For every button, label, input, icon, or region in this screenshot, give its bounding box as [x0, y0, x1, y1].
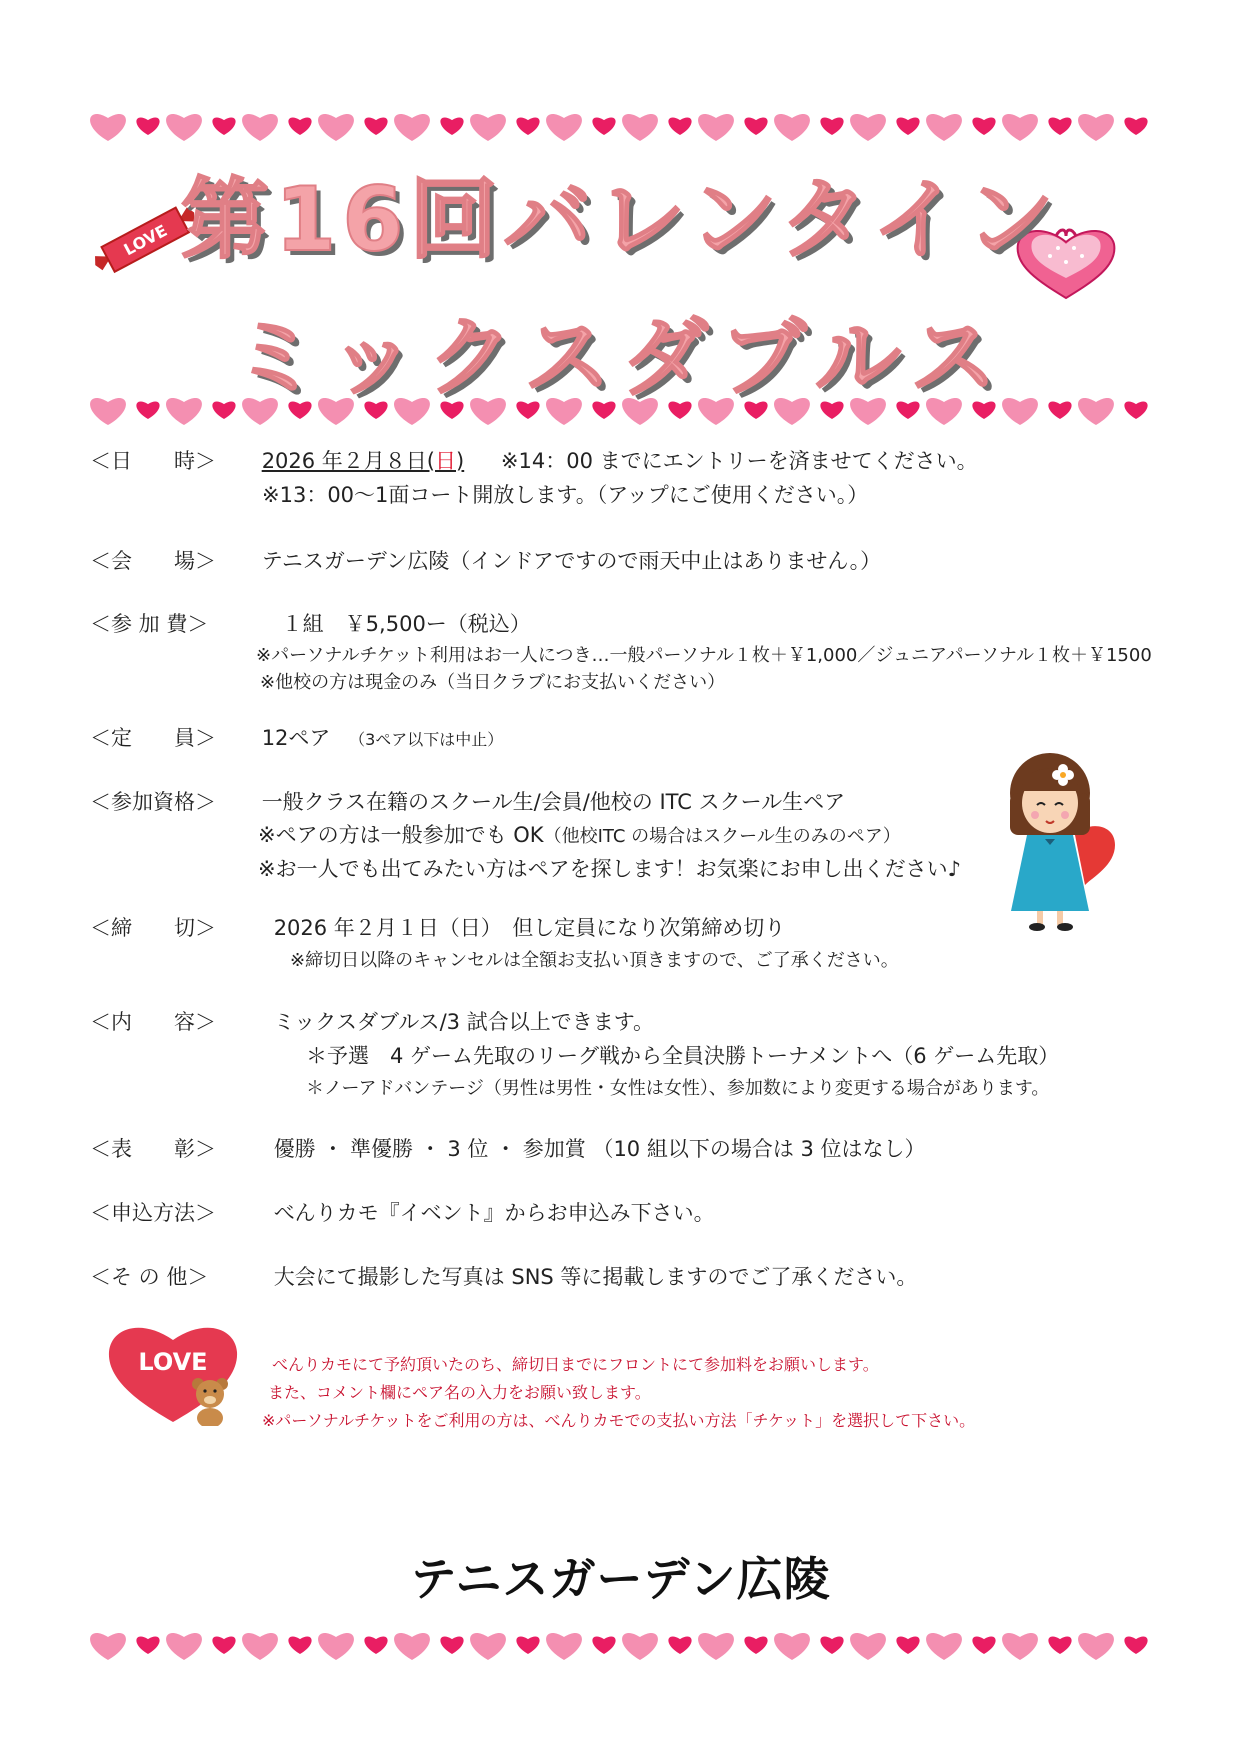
capacity-text: 12ペア: [261, 726, 331, 750]
heart-icon: [774, 1633, 810, 1660]
heart-icon: [1002, 114, 1038, 141]
content-format-note: ＊予選 4 ゲーム先取のリーグ戦から全員決勝トーナメントへ（6 ゲーム先取）: [306, 1044, 1060, 1068]
heart-icon: [546, 114, 582, 141]
heart-border-bottom: [0, 1615, 1241, 1675]
heart-icon: [516, 118, 539, 135]
heart-icon: [592, 1637, 615, 1654]
entry-deadline-note: ※14：00 までにエントリーを済ませてください。: [500, 449, 978, 473]
heart-icon: [622, 1633, 658, 1660]
fee-row: [90, 611, 531, 638]
venue-row: [90, 548, 881, 575]
heart-icon: [926, 114, 962, 141]
heart-icon: [592, 118, 615, 135]
heart-border-top: [0, 96, 1241, 156]
heart-icon: [972, 1637, 995, 1654]
heart-icon: [136, 1637, 159, 1654]
event-title-line1: 第16回バレンタイン: [181, 168, 1060, 271]
awards-row: [90, 1136, 926, 1163]
heart-icon: [242, 114, 278, 141]
heart-icon: [440, 118, 463, 135]
heart-love-label: LOVE: [138, 1348, 208, 1376]
heart-icon: [698, 114, 734, 141]
fee-label: ＜参 加 費＞: [90, 612, 209, 636]
heart-icon: [90, 114, 126, 141]
heart-icon: [668, 118, 691, 135]
heart-icon: [90, 1633, 126, 1660]
apply-label: ＜申込方法＞: [90, 1201, 216, 1225]
heart-icon: [364, 1637, 387, 1654]
girl-holding-heart-illustration: [975, 735, 1125, 935]
heart-icon: [850, 114, 886, 141]
heart-icon: [698, 1633, 734, 1660]
eligibility-solo-note: ※お一人でも出てみたい方はペアを探します！お気楽にお申し出ください♪: [258, 857, 961, 881]
heart-icon: [212, 1637, 235, 1654]
awards-label: ＜表 彰＞: [90, 1137, 216, 1161]
heart-icon: [242, 1633, 278, 1660]
court-open-note: ※13：00〜1面コート開放します。（アップにご使用ください。）: [262, 483, 869, 507]
heart-icon: [546, 1633, 582, 1660]
heart-icon: [820, 1637, 843, 1654]
ribbon-label: LOVE: [120, 220, 171, 260]
heart-icon: [972, 118, 995, 135]
heart-icon: [288, 1637, 311, 1654]
heart-icon: [364, 118, 387, 135]
awards-text: 優勝 ・ 準優勝 ・ 3 位 ・ 参加賞 （10 組以下の場合は 3 位はなし）: [273, 1137, 926, 1161]
love-heart-bear-icon: [105, 1318, 245, 1426]
heart-icon: [744, 1637, 767, 1654]
deadline-label: ＜締 切＞: [90, 916, 216, 940]
heart-icon: [440, 1637, 463, 1654]
heart-icon: [1078, 1633, 1114, 1660]
apply-text: べんりカモ『イベント』からお申込み下さい。: [273, 1201, 715, 1225]
event-title-line2: ミックスダブルス: [232, 308, 1009, 408]
heart-icon: [850, 1633, 886, 1660]
heart-icon: [1078, 114, 1114, 141]
fee-text: １組 ￥5,500ー（税込）: [281, 612, 531, 636]
event-date: 2026 年２月８日(日): [261, 449, 465, 473]
heart-icon: [774, 114, 810, 141]
notice-ticket: ※パーソナルチケットをご利用の方は、べんりカモでの支払い方法「チケット」を選択して下さい。: [262, 1411, 976, 1430]
other-text: 大会にて撮影した写真は SNS 等に掲載しますのでご了承ください。: [273, 1265, 918, 1289]
heart-icon: [1124, 118, 1147, 135]
fee-cash-note: ※他校の方は現金のみ（当日クラブにお支払いください）: [260, 672, 726, 693]
heart-icon: [470, 1633, 506, 1660]
venue-text: テニスガーデン広陵（インドアですので雨天中止はありません。）: [261, 549, 882, 573]
datetime-row: [90, 448, 978, 475]
fee-ticket-note: ※パーソナルチケット利用はお一人につき…一般パーソナル１枚＋￥1,000／ジュニアパーソナル１枚＋￥1500: [256, 645, 1152, 666]
club-name: テニスガーデン広陵: [410, 1552, 831, 1606]
deadline-text: 2026 年２月１日（日） 但し定員になり次第締め切り: [273, 916, 786, 940]
venue-label: ＜会 場＞: [90, 549, 216, 573]
capacity-row: [90, 725, 503, 752]
heart-icon: [318, 1633, 354, 1660]
heart-icon: [166, 1633, 202, 1660]
content-text: ミックスダブルス/3 試合以上できます。: [273, 1010, 655, 1034]
heart-icon: [470, 114, 506, 141]
event-weekday: 日: [435, 449, 456, 473]
heart-icon: [516, 1637, 539, 1654]
heart-icon: [1048, 118, 1071, 135]
capacity-label: ＜定 員＞: [90, 726, 216, 750]
heart-icon: [744, 118, 767, 135]
content-label: ＜内 容＞: [90, 1010, 216, 1034]
heart-icon: [926, 1633, 962, 1660]
heart-icon: [896, 1637, 919, 1654]
heart-icon: [1002, 1633, 1038, 1660]
heart-icon: [394, 114, 430, 141]
heart-icon: [1124, 1637, 1147, 1654]
heart-icon: [212, 118, 235, 135]
heart-icon: [896, 118, 919, 135]
eligibility-label: ＜参加資格＞: [90, 790, 216, 814]
heart-icon: [622, 114, 658, 141]
heart-icon: [668, 1637, 691, 1654]
content-row: [90, 1009, 654, 1036]
deadline-row: [90, 915, 785, 942]
heart-icon: [166, 114, 202, 141]
heart-icon: [136, 118, 159, 135]
eligibility-text: 一般クラス在籍のスクール生/会員/他校の ITC スクール生ペア: [261, 790, 846, 814]
cancel-note: ※締切日以降のキャンセルは全額お支払い頂きますので、ご了承ください。: [290, 950, 899, 971]
other-label: ＜そ の 他＞: [90, 1265, 209, 1289]
notice-comment: また、コメント欄にペア名の入力をお願い致します。: [268, 1383, 651, 1402]
heart-icon: [288, 118, 311, 135]
content-rules-note: ＊ノーアドバンテージ（男性は男性・女性は女性）、参加数により変更する場合があります。: [306, 1078, 1050, 1099]
other-row: [90, 1264, 917, 1291]
heart-icon: [394, 1633, 430, 1660]
eligibility-row: [90, 789, 845, 816]
heart-icon: [820, 118, 843, 135]
eligibility-pair-note: ※ペアの方は一般参加でも OK（他校ITC の場合はスクール生のみのペア）: [258, 823, 901, 847]
apply-row: [90, 1200, 715, 1227]
datetime-label: ＜日 時＞: [90, 449, 216, 473]
heart-icon: [318, 114, 354, 141]
notice-payment: べんりカモにて予約頂いたのち、締切日までにフロントにて参加料をお願いします。: [272, 1355, 879, 1374]
heart-icon: [1048, 1637, 1071, 1654]
capacity-note: （3ペア以下は中止）: [349, 730, 504, 749]
